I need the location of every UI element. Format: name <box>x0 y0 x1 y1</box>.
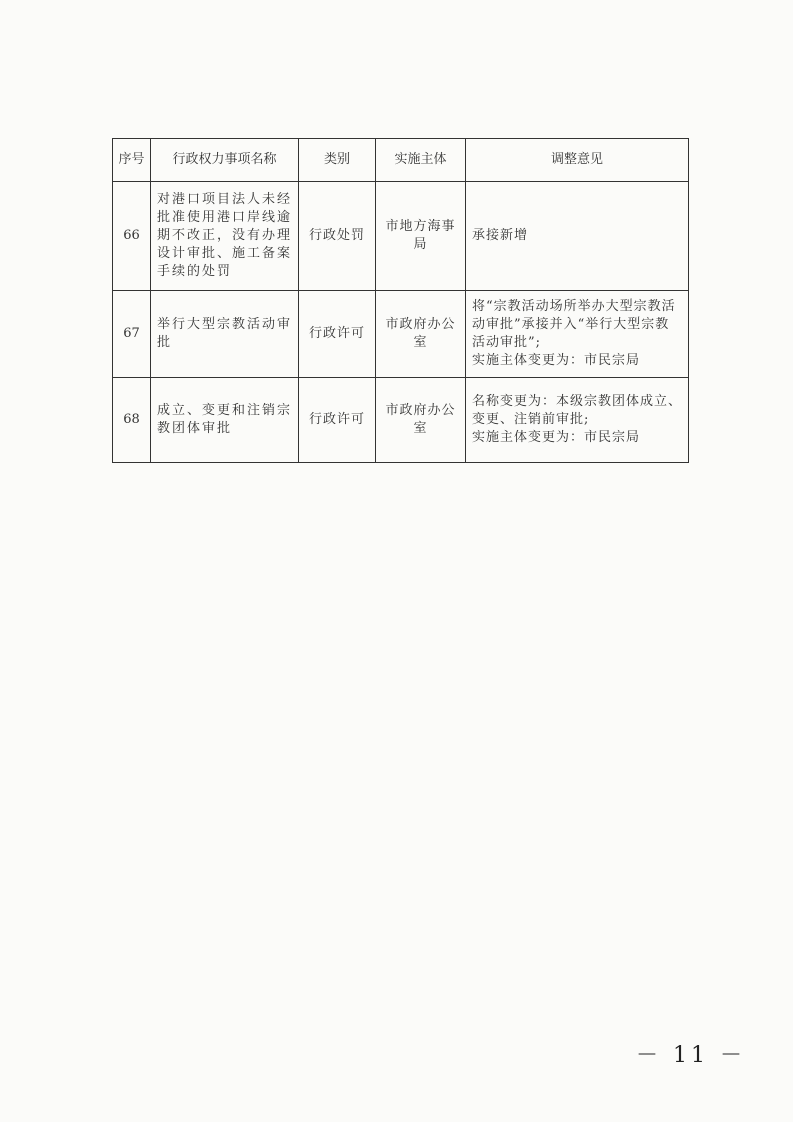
row-adjustment-opinion: 承接新增 <box>466 182 689 291</box>
power-adjustment-table <box>112 138 689 463</box>
header-item-name: 行政权力事项名称 <box>151 139 299 182</box>
row-adjustment-opinion: 名称变更为：本级宗教团体成立、变更、注销前审批; 实施主体变更为：市民宗局 <box>466 378 689 463</box>
page-number: － 11 － <box>636 1043 746 1068</box>
row-implementing-org: 市政府办公室 <box>376 291 466 378</box>
header-index: 序号 <box>113 139 151 182</box>
row-implementing-org: 市政府办公室 <box>376 378 466 463</box>
row-category: 行政处罚 <box>299 182 376 291</box>
row-item-name: 对港口项目法人未经批准使用港口岸线逾期不改正，没有办理设计审批、施工备案手续的处罚 <box>151 182 299 291</box>
row-index: 66 <box>113 182 151 291</box>
table-row <box>113 291 689 378</box>
table-header-row <box>113 139 689 182</box>
row-item-name: 成立、变更和注销宗教团体审批 <box>151 378 299 463</box>
row-index: 67 <box>113 291 151 378</box>
row-implementing-org: 市地方海事局 <box>376 182 466 291</box>
table-row <box>113 182 689 291</box>
row-adjustment-opinion: 将“宗教活动场所举办大型宗教活动审批”承接并入“举行大型宗教活动审批”; 实施主体变更为：市民宗局 <box>466 291 689 378</box>
header-category: 类别 <box>299 139 376 182</box>
row-category: 行政许可 <box>299 291 376 378</box>
row-item-name: 举行大型宗教活动审批 <box>151 291 299 378</box>
header-implementing-org: 实施主体 <box>376 139 466 182</box>
row-index: 68 <box>113 378 151 463</box>
row-category: 行政许可 <box>299 378 376 463</box>
header-adjustment-opinion: 调整意见 <box>466 139 689 182</box>
table-row <box>113 378 689 463</box>
